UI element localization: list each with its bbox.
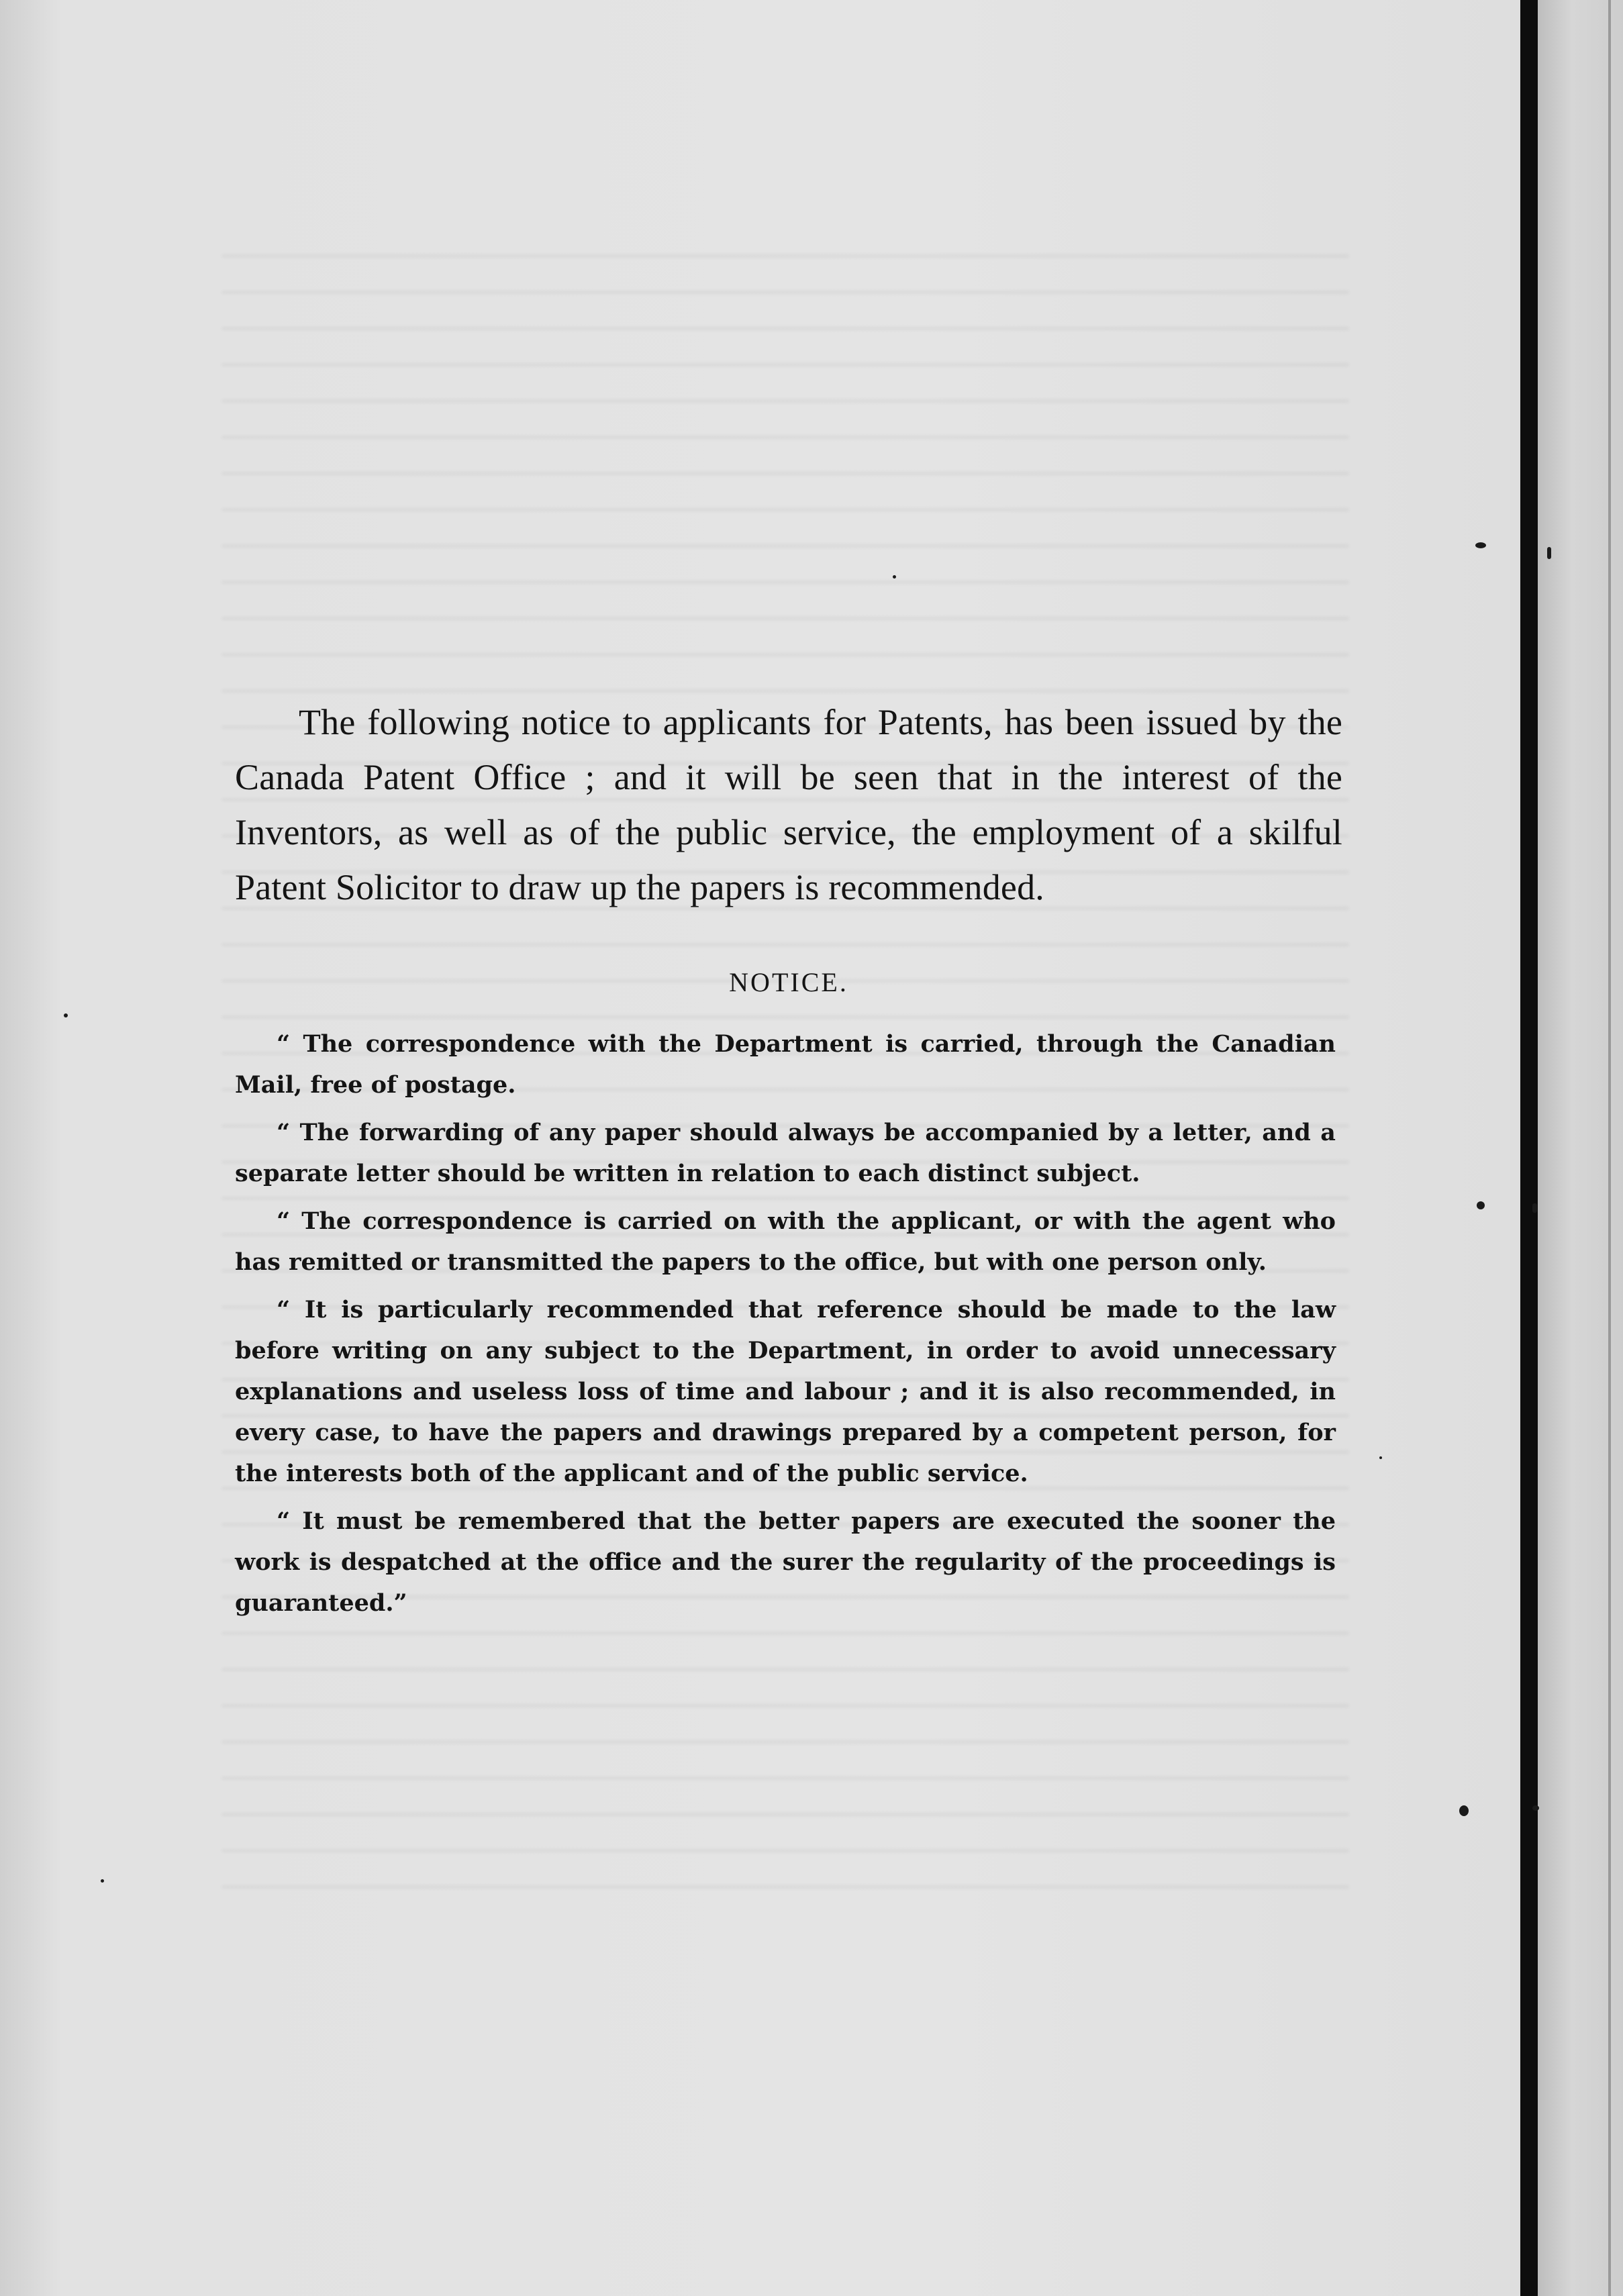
intro-paragraph: The following notice to applicants for Patents, has been issued by the Canada Patent Office ; and it will be seen that in the interest of the Inventors, as well as of the public service, the employment of a skilful Patent Solicitor to draw up the papers is recommended. [235, 702, 1342, 907]
notice-paragraph: “ The forwarding of any paper should always be accompanied by a letter, and a separate letter should be written in relation to each distinct subject. [235, 1119, 1336, 1187]
ink-speck [101, 1879, 104, 1883]
notice-paragraph: “ The correspondence with the Department is carried, through the Canadian Mail, free of postage. [235, 1030, 1336, 1099]
notice-paragraph: “ It must be remembered that the better papers are executed the sooner the work is despatched at the office and the surer the regularity of the proceedings is guaranteed.” [235, 1507, 1336, 1617]
ink-speck [1459, 1805, 1469, 1816]
ink-speck [1532, 1805, 1539, 1811]
ink-speck [64, 1013, 68, 1017]
notice-paragraph: “ The correspondence is carried on with the applicant, or with the agent who has remitted or transmitted the papers to the office, but with one person only. [235, 1207, 1336, 1276]
ink-speck [1547, 547, 1551, 559]
binding-shadow [1520, 0, 1538, 2296]
ink-speck [1379, 1456, 1382, 1459]
ink-speck [893, 575, 896, 579]
ink-speck [1475, 542, 1486, 548]
ink-speck [1477, 1201, 1485, 1209]
notice-paragraph: “ It is particularly recommended that reference should be made to the law before writing on any subject to the Department, in order to avoid unnecessary explanations and useless loss of time and labour ; and it is also recommended, in every case, to have the papers and drawings prepared by a competent person, for the interests both of the applicant and of the public service. [235, 1296, 1336, 1487]
notice-heading: NOTICE. [729, 967, 848, 997]
ink-speck [1532, 1203, 1537, 1213]
notice-body [235, 1024, 1336, 1630]
page-edge-line [1608, 0, 1611, 2296]
